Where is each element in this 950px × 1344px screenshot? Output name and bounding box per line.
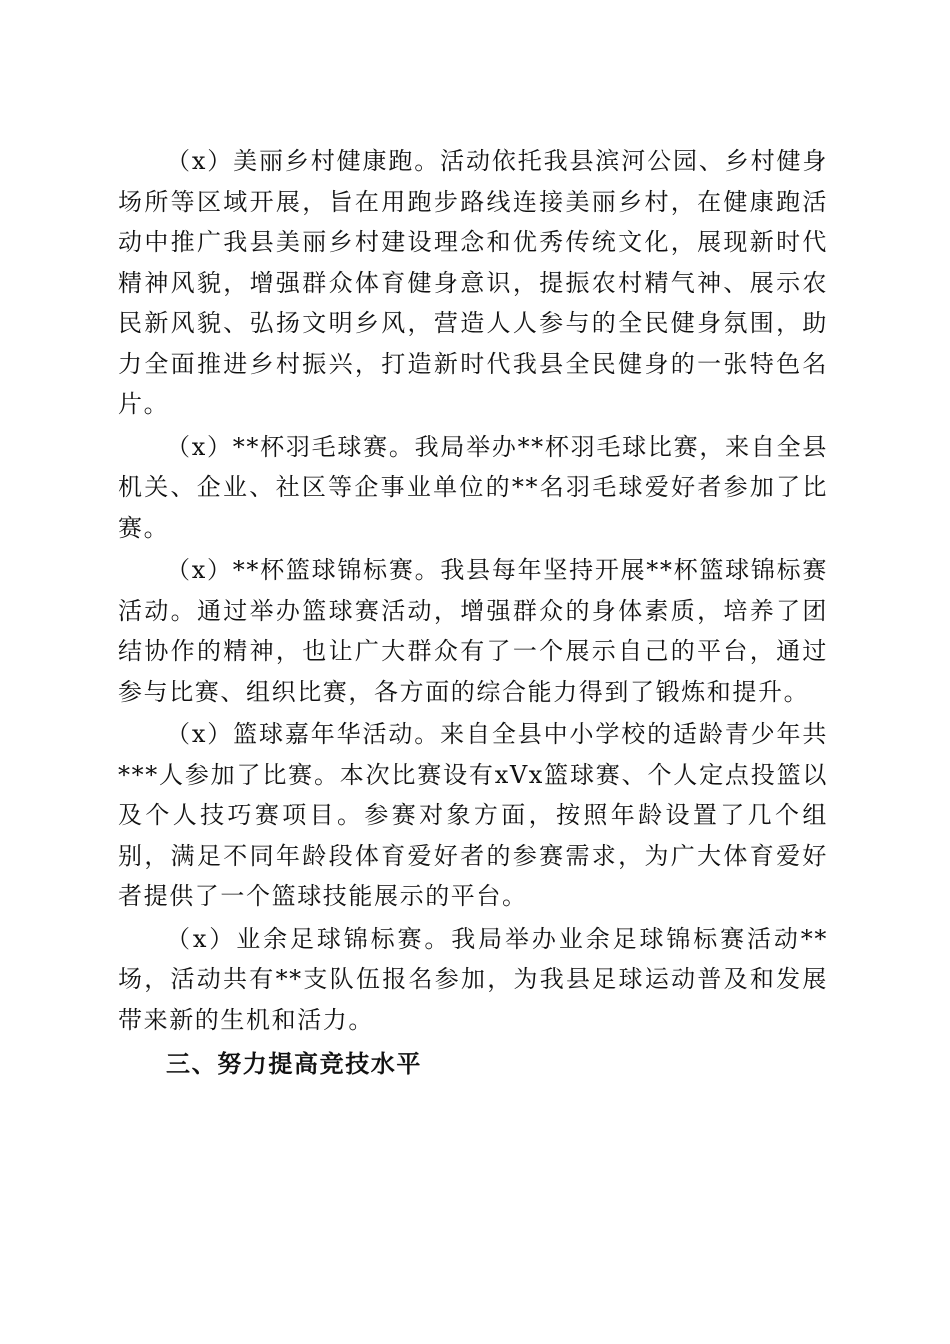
section-heading: 三、努力提高竞技水平	[166, 1050, 422, 1078]
paragraph-basketball-carnival: （x）篮球嘉年华活动。来自全县中小学校的适龄青少年共***人参加了比赛。本次比赛设有xVx篮球赛、个人定点投篮以及个人技巧赛项目。参赛对象方面，按照年龄设置了几个组别，满足不同年龄段体育爱好者的参赛需求，为广大体育爱好者提供了一个篮球技能展示的平台。	[118, 720, 828, 910]
paragraph-basketball-championship: （x）**杯篮球锦标赛。我县每年坚持开展**杯篮球锦标赛活动。通过举办篮球赛活动，增强群众的身体素质，培养了团结协作的精神，也让广大群众有了一个展示自己的平台，通过参与比赛、组织比赛，各方面的综合能力得到了锻炼和提升。	[118, 556, 828, 706]
document-body	[118, 141, 828, 1085]
paragraph-amateur-football: （x）业余足球锦标赛。我局举办业余足球锦标赛活动**场，活动共有**支队伍报名参加，为我县足球运动普及和发展带来新的生机和活力。	[118, 924, 828, 1034]
paragraph-health-run: （x）美丽乡村健康跑。活动依托我县滨河公园、乡村健身场所等区域开展，旨在用跑步路线连接美丽乡村，在健康跑活动中推广我县美丽乡村建设理念和优秀传统文化，展现新时代精神风貌，增强群众体育健身意识，提振农村精气神、展示农民新风貌、弘扬文明乡风，营造人人参与的全民健身氛围，助力全面推进乡村振兴，打造新时代我县全民健身的一张特色名片。	[118, 147, 828, 418]
paragraph-badminton: （x）**杯羽毛球赛。我局举办**杯羽毛球比赛，来自全县机关、企业、社区等企事业单位的**名羽毛球爱好者参加了比赛。	[118, 432, 828, 542]
